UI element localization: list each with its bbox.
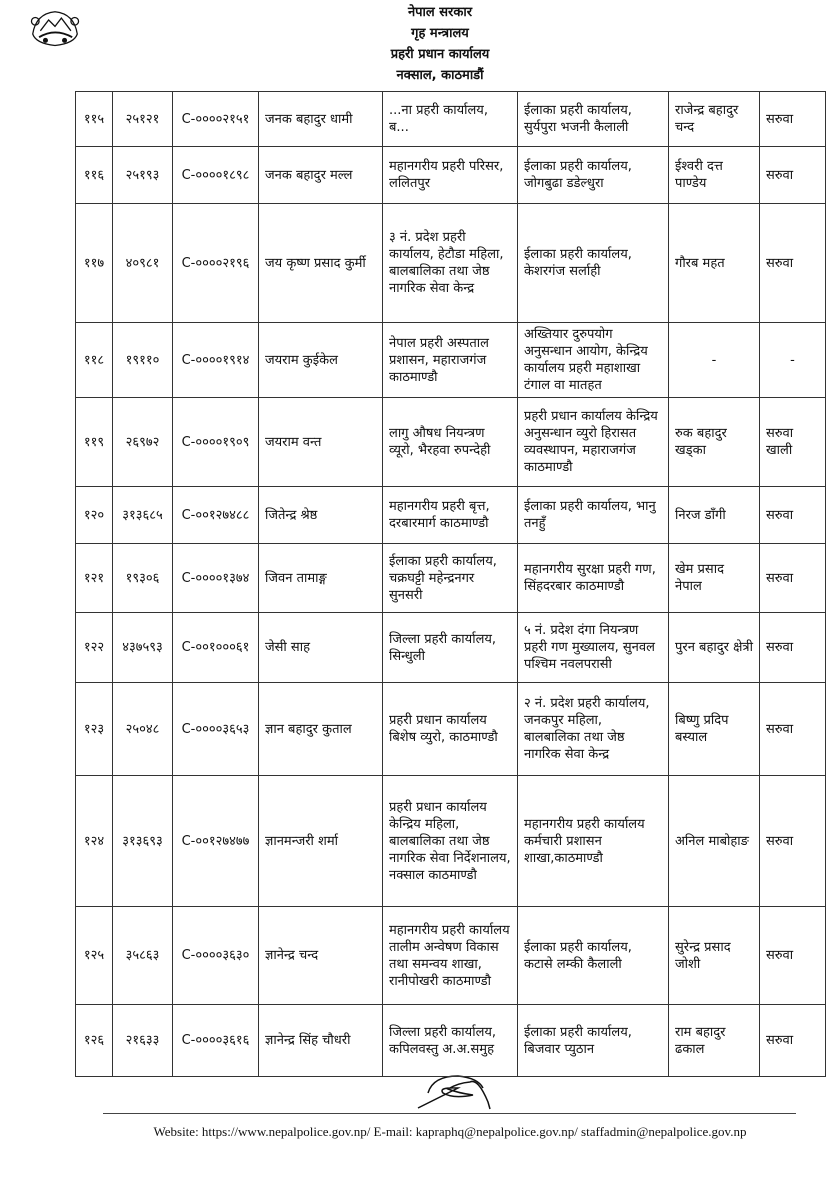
employee-number-cell: २५१२१: [113, 92, 173, 147]
table-row: [76, 613, 826, 683]
employee-number-cell: २६९७२: [113, 398, 173, 487]
name-cell: जय कृष्ण प्रसाद कुर्मी: [259, 204, 383, 323]
status-cell: सरुवा: [760, 683, 826, 776]
employee-number-cell: ३१३६९३: [113, 776, 173, 907]
current-office-cell: ईलाका प्रहरी कार्यालय, चक्रघट्टी महेन्द्रनगर सुनसरी: [383, 544, 518, 613]
employee-number-cell: ४३७५९३: [113, 613, 173, 683]
table-row: [76, 907, 826, 1005]
status-cell: सरुवा: [760, 1005, 826, 1077]
employee-code-cell: C-००१२७४७७: [173, 776, 259, 907]
serial-number-cell: १२०: [76, 487, 113, 544]
table-row: [76, 683, 826, 776]
serial-number-cell: ११९: [76, 398, 113, 487]
name-cell: ज्ञान बहादुर कुताल: [259, 683, 383, 776]
transfer-office-cell: ईलाका प्रहरी कार्यालय, बिजवार प्युठान: [518, 1005, 669, 1077]
replacement-cell: बिष्णु प्रदिप बस्याल: [669, 683, 760, 776]
replacement-cell: गौरब महत: [669, 204, 760, 323]
current-office-cell: महानगरीय प्रहरी कार्यालय तालीम अन्वेषण विकास तथा समन्वय शाखा, रानीपोखरी काठमाण्डौ: [383, 907, 518, 1005]
replacement-cell: -: [669, 323, 760, 398]
replacement-cell: अनिल माबोहाङ: [669, 776, 760, 907]
footer-contact: Website: https://www.nepalpolice.gov.np/ E-mail: kapraphq@nepalpolice.gov.np/ staffadmin@nepalpolice.gov.np: [153, 1124, 747, 1139]
current-office-cell: ...ना प्रहरी कार्यालय, ब...: [383, 92, 518, 147]
serial-number-cell: १२२: [76, 613, 113, 683]
status-cell: सरुवा: [760, 487, 826, 544]
name-cell: जितेन्द्र श्रेष्ठ: [259, 487, 383, 544]
replacement-cell: खेम प्रसाद नेपाल: [669, 544, 760, 613]
status-cell: सरुवा: [760, 613, 826, 683]
current-office-cell: महानगरीय प्रहरी बृत्त, दरबारमार्ग काठमाण्डौ: [383, 487, 518, 544]
replacement-cell: राजेन्द्र बहादुर चन्द: [669, 92, 760, 147]
status-cell: सरुवा: [760, 92, 826, 147]
current-office-cell: प्रहरी प्रधान कार्यालय केन्द्रिय महिला, बालबालिका तथा जेष्ठ नागरिक सेवा निर्देशनालय, नक्साल काठमाण्डौ: [383, 776, 518, 907]
name-cell: जयराम वन्त: [259, 398, 383, 487]
name-cell: जिवन तामाङ्ग: [259, 544, 383, 613]
status-cell: सरुवा: [760, 544, 826, 613]
employee-code-cell: C-००००१९०९: [173, 398, 259, 487]
transfer-office-cell: महानगरीय प्रहरी कार्यालय कर्मचारी प्रशासन शाखा,काठमाण्डौ: [518, 776, 669, 907]
table-row: [76, 487, 826, 544]
replacement-cell: पुरन बहादुर क्षेत्री: [669, 613, 760, 683]
transfer-office-cell: ईलाका प्रहरी कार्यालय, भानु तनहुँ: [518, 487, 669, 544]
current-office-cell: लागु औषध नियन्त्रण व्यूरो, भैरहवा रुपन्देही: [383, 398, 518, 487]
table-row: [76, 398, 826, 487]
name-cell: जनक बहादुर मल्ल: [259, 147, 383, 204]
current-office-cell: प्रहरी प्रधान कार्यालय बिशेष व्युरो, काठमाण्डौ: [383, 683, 518, 776]
serial-number-cell: ११७: [76, 204, 113, 323]
serial-number-cell: १२१: [76, 544, 113, 613]
employee-code-cell: C-००००१३७४: [173, 544, 259, 613]
transfer-office-cell: ईलाका प्रहरी कार्यालय, जोगबुढा डडेल्धुरा: [518, 147, 669, 204]
current-office-cell: जिल्ला प्रहरी कार्यालय, सिन्धुली: [383, 613, 518, 683]
current-office-cell: महानगरीय प्रहरी परिसर, ललितपुर: [383, 147, 518, 204]
employee-number-cell: ३५८६३: [113, 907, 173, 1005]
footer-divider: [103, 1113, 796, 1114]
employee-code-cell: C-००००३६३०: [173, 907, 259, 1005]
status-cell: -: [760, 323, 826, 398]
replacement-cell: सुरेन्द्र प्रसाद जोशी: [669, 907, 760, 1005]
transfer-office-cell: ईलाका प्रहरी कार्यालय, कटासे लम्की कैलाली: [518, 907, 669, 1005]
employee-number-cell: ४०९८१: [113, 204, 173, 323]
replacement-cell: निरज डाँगी: [669, 487, 760, 544]
name-cell: ज्ञानेन्द्र सिंह चौधरी: [259, 1005, 383, 1077]
stamp-line-1: नेपाल सरकार: [407, 5, 473, 20]
employee-code-cell: C-००१२७४८८: [173, 487, 259, 544]
serial-number-cell: १२६: [76, 1005, 113, 1077]
current-office-cell: जिल्ला प्रहरी कार्यालय, कपिलवस्तु अ.अ.समुह: [383, 1005, 518, 1077]
name-cell: जेसी साह: [259, 613, 383, 683]
serial-number-cell: ११५: [76, 92, 113, 147]
transfer-office-cell: प्रहरी प्रधान कार्यालय केन्द्रिय अनुसन्धान व्युरो हिरासत व्यवस्थापन, महाराजगंज काठमाण्डौ: [518, 398, 669, 487]
status-cell: सरुवा: [760, 907, 826, 1005]
employee-number-cell: २५१९३: [113, 147, 173, 204]
status-cell: सरुवा: [760, 776, 826, 907]
employee-number-cell: २५०४८: [113, 683, 173, 776]
serial-number-cell: १२३: [76, 683, 113, 776]
stamp-line-2: गृह मन्त्रालय: [411, 26, 469, 41]
serial-number-cell: ११८: [76, 323, 113, 398]
current-office-cell: ३ नं. प्रदेश प्रहरी कार्यालय, हेटौडा महिला, बालबालिका तथा जेष्ठ नागरिक सेवा केन्द्र: [383, 204, 518, 323]
current-office-cell: नेपाल प्रहरी अस्पताल प्रशासन, महाराजगंज काठमाण्डौ: [383, 323, 518, 398]
table-row: [76, 323, 826, 398]
name-cell: जनक बहादुर धामी: [259, 92, 383, 147]
table-row: [76, 92, 826, 147]
status-cell: सरुवा: [760, 147, 826, 204]
transfer-office-cell: ५ नं. प्रदेश दंगा नियन्त्रण प्रहरी गण मुख्यालय, सुनवल पश्चिम नवलपरासी: [518, 613, 669, 683]
employee-number-cell: ३१३६८५: [113, 487, 173, 544]
table-row: [76, 147, 826, 204]
employee-code-cell: C-००००३६१६: [173, 1005, 259, 1077]
transfer-office-cell: अख्तियार दुरुपयोग अनुसन्धान आयोग, केन्द्रिय कार्यालय प्रहरी महाशाखा टंगाल वा मातहत: [518, 323, 669, 398]
name-cell: ज्ञानमन्जरी शर्मा: [259, 776, 383, 907]
nepal-coat-of-arms-icon: [20, 8, 90, 60]
employee-code-cell: C-००००३६५३: [173, 683, 259, 776]
replacement-cell: ईश्वरी दत्त पाण्डेय: [669, 147, 760, 204]
signature-icon: [398, 1074, 508, 1110]
employee-code-cell: C-००००२१५१: [173, 92, 259, 147]
employee-code-cell: C-००००१८९८: [173, 147, 259, 204]
serial-number-cell: १२४: [76, 776, 113, 907]
status-cell: सरुवा खाली: [760, 398, 826, 487]
transfer-office-cell: महानगरीय सुरक्षा प्रहरी गण, सिंहदरबार काठमाण्डौ: [518, 544, 669, 613]
stamp-line-3: प्रहरी प्रधान कार्यालय: [390, 47, 490, 62]
name-cell: ज्ञानेन्द्र चन्द: [259, 907, 383, 1005]
replacement-cell: राम बहादुर ढकाल: [669, 1005, 760, 1077]
employee-code-cell: C-००१०००६१: [173, 613, 259, 683]
table-row: [76, 544, 826, 613]
employee-number-cell: १९३०६: [113, 544, 173, 613]
table-row: [76, 204, 826, 323]
employee-code-cell: C-००००१९१४: [173, 323, 259, 398]
serial-number-cell: १२५: [76, 907, 113, 1005]
transfer-office-cell: ईलाका प्रहरी कार्यालय, सुर्यपुरा भजनी कैलाली: [518, 92, 669, 147]
employee-number-cell: १९११०: [113, 323, 173, 398]
transfer-office-cell: २ नं. प्रदेश प्रहरी कार्यालय, जनकपुर महिला, बालबालिका तथा जेष्ठ नागरिक सेवा केन्द्र: [518, 683, 669, 776]
table-row: [76, 1005, 826, 1077]
employee-number-cell: २१६३३: [113, 1005, 173, 1077]
serial-number-cell: ११६: [76, 147, 113, 204]
name-cell: जयराम कुईकेल: [259, 323, 383, 398]
transfer-list-table: [75, 91, 826, 1077]
status-cell: सरुवा: [760, 204, 826, 323]
table-row: [76, 776, 826, 907]
employee-code-cell: C-००००२१९६: [173, 204, 259, 323]
official-stamp: [320, 2, 560, 86]
transfer-office-cell: ईलाका प्रहरी कार्यालय, केशरगंज सर्लाही: [518, 204, 669, 323]
replacement-cell: रुक बहादुर खड्का: [669, 398, 760, 487]
stamp-line-4: नक्साल, काठमाडौं: [396, 68, 484, 83]
